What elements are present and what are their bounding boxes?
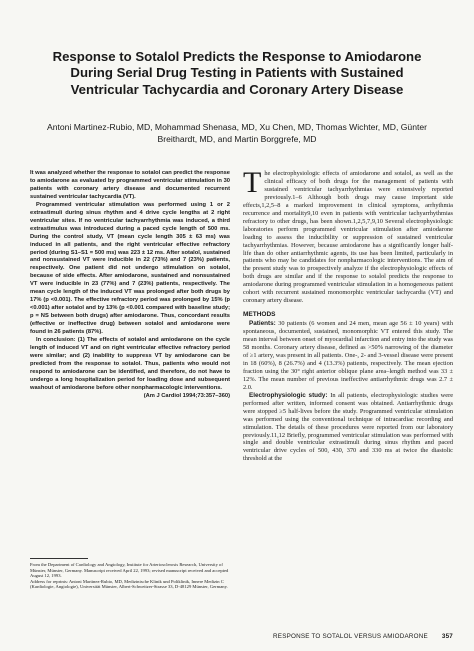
reprint-address: Address for reprints: Antoni Martinez-Rubio, MD, Medizinische Klinik und Poliklinik, Innere Medizin C (Kardiologie, Angiologie), Universität Münster, Albert-Schweitzer-Strasse 33, D-48129 Münster, Germany. — [30, 578, 228, 590]
affiliation-note: From the Department of Cardiology and Angiology, Institute for Arteriosclerosis Research, University of Münster, Münster, Germany. Manuscript received April 22, 1993; revised manuscript received and accepted August 12, 1993. — [30, 562, 229, 579]
intro-paragraph — [243, 166, 453, 305]
ep-study-text: In all patients, electrophysiologic studies were performed after written, informed consent was obtained. Antiarrhythmic drugs were stopped ≥5 half-lives before the study. Programmed ventricular stimulation was performed using the conventional technique of intracardiac recording and stimulation. The details of these procedures were reported from our laboratory previously.11,12 Briefly, programmed ventricular stimulation was performed with single and double ventricular extrastimuli during sinus rhythm and paced ventricular drive cycles of 500, 430, 370 and 330 ms at twice the diastolic threshold at the — [243, 391, 454, 463]
running-footer — [243, 633, 453, 640]
running-title: RESPONSE TO SOTALOL VERSUS AMIODARONE — [273, 633, 428, 640]
abstract-paragraph: In conclusion: (1) The effects of sotalol and amiodarone on the cycle length of induced VT and on right ventricular effective refractory period were similar; and (2) inability to suppress VT by amiodarone can be predicted from the response to sotalol. Thus, patients who would not respond to amiodarone can be identified, and therefore, do not have to undergo a long hospitalization period for loading dose and subsequent washout of amiodarone before other nonpharmacologic interventions. — [30, 337, 230, 391]
ep-study-label: Electrophysiologic study: — [249, 391, 328, 399]
footnote — [30, 562, 230, 590]
journal-citation: (Am J Cardiol 1994;73:357–360) — [143, 392, 230, 399]
article-title: Response to Sotalol Predicts the Response to Amiodarone During Serial Drug Testing in Patients with Sustained Ventricular Tachycardia and Coronary Artery Disease — [52, 48, 422, 97]
page-number: 357 — [441, 633, 453, 640]
intro-text: he electrophysiologic effects of amiodarone and sotalol, as well as the clinical efficacy of both drugs for the management of patients with sustained ventricular tachyarrhythmias were extensively reported previously.1–6 Although both drugs may cause important side effects,1,2,5–8 a marked improvement in clinical symptoms, arrhythmia recurrence and mortality9,10 even in patients with ventricular tachyarrhythmias refractory to other drugs, has been shown.1,2,5,7,9,10 Several electrophysiologic laboratories perform programmed ventricular stimulation after amiodarone loading to assess the inducibility or suppression of sustained ventricular tachyarrhythmias. However, because amiodarone has a significantly longer half-life than do other antiarrhythmic agents, its use has been limited, particularly in patients who may be candidates for nonpharmacologic interventions. The aim of the present study was to prospectively analyze if the electrophysiologic effects of both drugs are similar and if the response to sotalol predicts the response to amiodarone during programmed ventricular stimulation in a homogeneous patient cohort with recurrent sustained monomorphic ventricular tachycardia (VT) and coronary artery disease. — [243, 170, 453, 305]
methods-heading: METHODS — [243, 311, 276, 319]
author-list: Antoni Martinez-Rubio, MD, Mohammad Shenasa, MD, Xu Chen, MD, Thomas Wichter, MD, Günter Breithardt, MD, and Martin Borggrefe, MD — [46, 122, 427, 144]
body-text — [243, 166, 454, 463]
abstract-paragraph: It was analyzed whether the response to sotalol can predict the response to amiodarone as evaluated by programmed ventricular stimulation in 30 patients with coronary artery disease and documented recurrent sustained ventricular tachycardia (VT). — [30, 170, 230, 200]
patients-paragraph — [243, 320, 453, 392]
abstract — [30, 170, 230, 401]
patients-label: Patients: — [249, 320, 276, 328]
drop-cap: T — [243, 166, 262, 199]
ep-study-paragraph — [243, 392, 453, 464]
abstract-paragraph: Programmed ventricular stimulation was performed using 1 or 2 extrastimuli during sinus rhythm and 4 drive cycle lengths at 2 right ventricular sites. If no ventricular tachyarrhythmia was induced, a third extrastimulus was introduced during a paced cycle length of 500 ms. During the control study, VT (mean cycle length 305 ± 63 ms) was induced in all patients, and the right ventricular effective refractory period (during S1–S1 = 500 ms) was 223 ± 12 ms. After sotalol, sustained and nonsustained VT were inducible in 22 (73%) and 7 (23%) patients, respectively. One patient did not undergo stimulation on sotalol, because of side effects. After amiodarone, sustained and nonsustained VT were inducible in 23 (77%) and 7 (23%) patients, respectively. The mean cycle length of the induced VT was prolonged after both drugs by 17% (p <0.001). The effective refractory period was prolonged by 15% (p <0.001) after sotalol and by 13% (p <0.001 compared with baseline study; p = NS between both drugs) after amiodarone. Thus, concordant results (effective or ineffective drug) between sotalol and amiodarone were found in 26 patients (87%). — [30, 201, 230, 336]
footnote-divider — [30, 558, 88, 559]
patients-text: 30 patients (6 women and 24 men, mean age 56 ± 10 years) with spontaneous, documented, sustained, monomorphic VT entered this study. The mean interval between onset of myocardial infarction and entry into the study was 58 months. Coronary artery disease, defined as >50% narrowing of the diameter of ≥1 artery, was present in all patients. One-, 2- and 3-vessel disease were present in 18 (60%), 8 (26.7%) and 4 (13.3%) patients, respectively. The mean ejection fraction using the 30° right anterior oblique plane area–length method was 33 ± 12%. The mean number of previous ineffective antiarrhythmic drugs was 2.7 ± 2.0. — [243, 320, 453, 391]
